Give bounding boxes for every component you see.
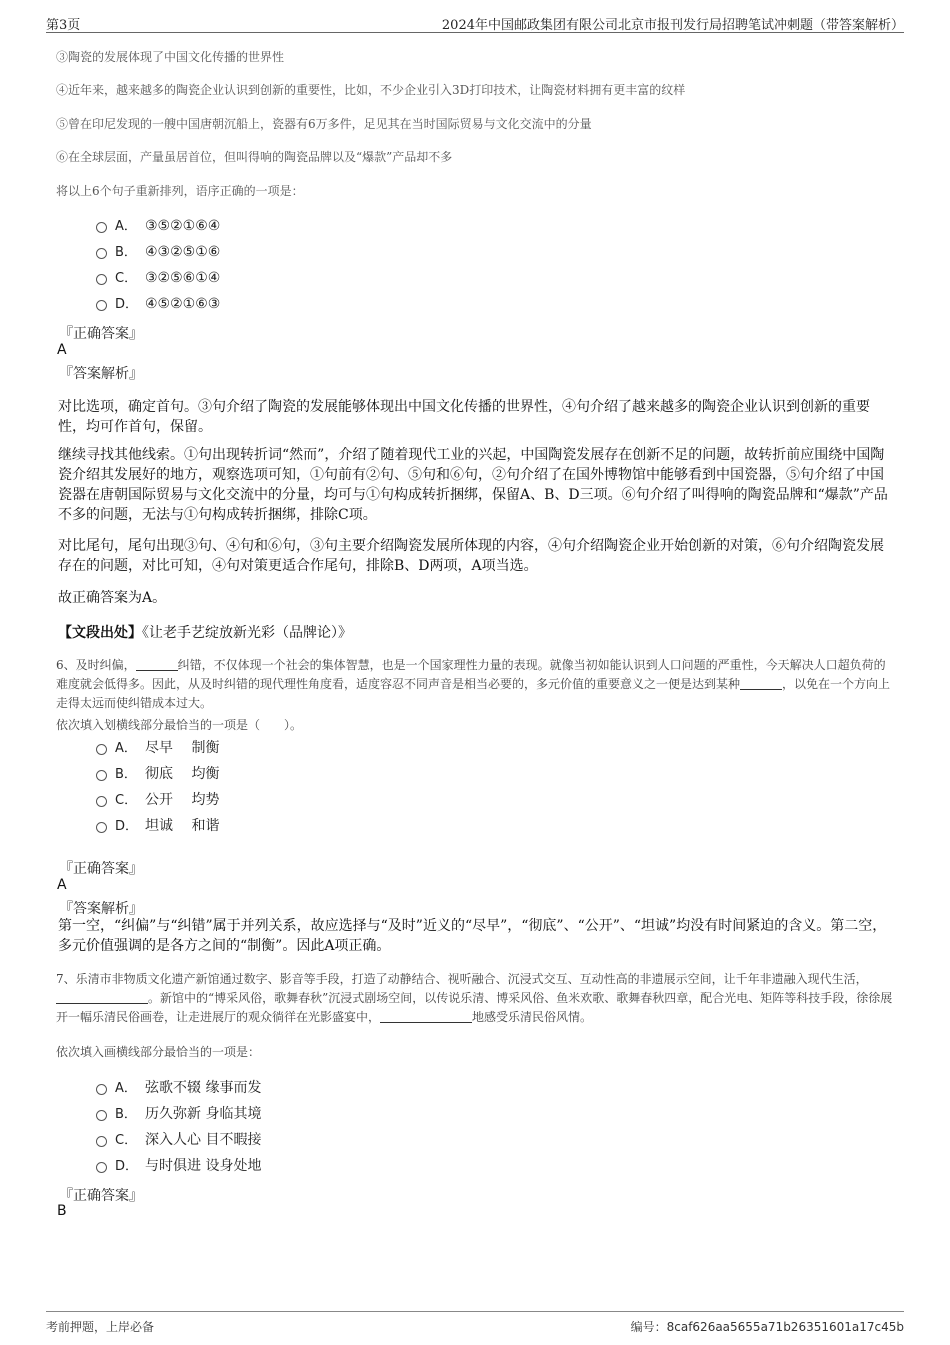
radio-icon[interactable]	[96, 744, 107, 755]
radio-icon[interactable]	[96, 274, 107, 285]
q5-sentence-5: ⑤曾在印尼发现的一艘中国唐朝沉船上，瓷器有6万多件，足见其在当时国际贸易与文化交流中的分量	[56, 117, 592, 131]
q6-answer: A	[57, 877, 67, 893]
q6-answer-label: 『正确答案』	[59, 861, 143, 877]
q7-answer: B	[57, 1203, 67, 1219]
document-code: 编号：8caf626aa5655a71b26351601a17c45b	[630, 1320, 904, 1334]
q6-prompt: 依次填入划横线部分最恰当的一项是（ ）。	[56, 718, 303, 732]
q6-blank-1	[136, 658, 178, 671]
q7-option-a[interactable]: A． 弦歌不辍 缘事而发	[96, 1077, 261, 1099]
q7-option-c[interactable]: C． 深入人心 目不暇接	[96, 1129, 261, 1151]
radio-icon[interactable]	[96, 770, 107, 781]
q5-prompt: 将以上6个句子重新排列，语序正确的一项是：	[56, 184, 304, 198]
footer-slogan: 考前押题，上岸必备	[46, 1320, 155, 1334]
q5-sentence-3: ③陶瓷的发展体现了中国文化传播的世界性	[56, 50, 285, 64]
q7-blank-2	[380, 1010, 472, 1023]
radio-icon[interactable]	[96, 248, 107, 259]
q5-option-d[interactable]: D． ④⑤②①⑥③	[96, 293, 220, 315]
q6-analysis: 第一空，“纠偏”与“纠错”属于并列关系，故应选择与“及时”近义的“尽早”，“彻底”、“公开”、“坦诚”均没有时间紧迫的含义。第二空，多元价值强调的是各方之间的“制衡”。因此A项正确。	[58, 918, 887, 954]
page-header	[46, 12, 904, 33]
q6-option-c[interactable]: C． 公开 均势	[96, 789, 219, 811]
q5-answer-label: 『正确答案』	[59, 326, 143, 342]
page-number: 第3页	[46, 18, 81, 33]
q6-stem: 6、及时纠偏， 纠错，不仅体现一个社会的集体智慧，也是一个国家理性力量的表现。就像当初如能认识到人口问题的严重性，今天解决人口超负荷的难度就会低得多。因此，从及时纠错的现代理性角度看，适度容忍不同声音是相当必要的，多元价值的重要意义之一便是达到某种 ，以免在一个方向上走得太远而使纠错成本过大。	[56, 658, 891, 710]
radio-icon[interactable]	[96, 796, 107, 807]
q7-blank-1	[56, 991, 148, 1004]
q7-option-d[interactable]: D． 与时俱进 设身处地	[96, 1155, 261, 1177]
q5-analysis-para-3: 对比尾句，尾句出现③句、④句和⑥句，③句主要介绍陶瓷发展所体现的内容，④句介绍陶瓷企业开始创新的对策，⑥句介绍陶瓷发展存在的问题，对比可知，④句对策更适合作尾句，排除B、D两项，A项当选。	[58, 538, 884, 574]
q6-option-a[interactable]: A． 尽早 制衡	[96, 737, 219, 759]
document-title: 2024年中国邮政集团有限公司北京市报刊发行局招聘笔试冲刺题（带答案解析）	[441, 18, 904, 33]
q5-sentence-4: ④近年来，越来越多的陶瓷企业认识到创新的重要性，比如，不少企业引入3D打印技术，让陶瓷材料拥有更丰富的纹样	[56, 83, 686, 97]
q5-analysis-label: 『答案解析』	[59, 366, 143, 382]
q6-blank-2	[740, 677, 782, 690]
q7-answer-label: 『正确答案』	[59, 1188, 143, 1204]
radio-icon[interactable]	[96, 1084, 107, 1095]
q7-prompt: 依次填入画横线部分最恰当的一项是：	[56, 1045, 261, 1059]
q5-option-c[interactable]: C． ③②⑤⑥①④	[96, 267, 220, 289]
q6-option-d[interactable]: D． 坦诚 和谐	[96, 815, 219, 837]
page-footer	[46, 1311, 904, 1336]
radio-icon[interactable]	[96, 822, 107, 833]
radio-icon[interactable]	[96, 1162, 107, 1173]
q7-stem: 7、乐清市非物质文化遗产新馆通过数字、影音等手段，打造了动静结合、视听融合、沉浸式交互、互动性高的非遗展示空间，让千年非遗融入现代生活，。新馆中的“博采风俗，歌舞春秋”沉浸式剧场空间，以传说乐清、博采风俗、鱼米欢歌、歌舞春秋四章，配合光电、矩阵等科技手段，徐徐展开一幅乐清民俗画卷，让走进展厅的观众徜徉在光影盛宴中， 地感受乐清民俗风情。	[56, 972, 893, 1024]
radio-icon[interactable]	[96, 1136, 107, 1147]
q7-option-b[interactable]: B． 历久弥新 身临其境	[96, 1103, 261, 1125]
q5-answer: A	[57, 342, 67, 358]
q6-analysis-label: 『答案解析』	[59, 901, 143, 917]
q5-analysis-para-2: 继续寻找其他线索。①句出现转折词“然而”，介绍了随着现代工业的兴起，中国陶瓷发展存在创新不足的问题，故转折前应围绕中国陶瓷介绍其发展好的地方，观察选项可知，①句前有②句、⑤句和⑥句，②句介绍了在国外博物馆中能够看到中国瓷器，⑤句介绍了中国瓷器在唐朝国际贸易与文化交流中的分量，均可与①句构成转折捆绑，保留A、B、D三项。⑥句介绍了叫得响的陶瓷品牌和“爆款”产品不多的问题，无法与①句构成转折捆绑，排除C项。	[58, 447, 888, 523]
radio-icon[interactable]	[96, 1110, 107, 1121]
q5-option-a[interactable]: A． ③⑤②①⑥④	[96, 215, 220, 237]
q5-source: 【文段出处】《让老手艺绽放新光彩（品牌论）》	[58, 625, 352, 641]
radio-icon[interactable]	[96, 222, 107, 233]
q5-sentence-6: ⑥在全球层面，产量虽居首位，但叫得响的陶瓷品牌以及“爆款”产品却不多	[56, 150, 453, 164]
q6-option-b[interactable]: B． 彻底 均衡	[96, 763, 219, 785]
q5-option-b[interactable]: B． ④③②⑤①⑥	[96, 241, 220, 263]
q5-analysis-para-4: 故正确答案为A。	[58, 590, 167, 606]
q5-analysis-para-1: 对比选项，确定首句。③句介绍了陶瓷的发展能够体现出中国文化传播的世界性，④句介绍了越来越多的陶瓷企业认识到创新的重要性，均可作首句，保留。	[58, 399, 870, 435]
radio-icon[interactable]	[96, 300, 107, 311]
